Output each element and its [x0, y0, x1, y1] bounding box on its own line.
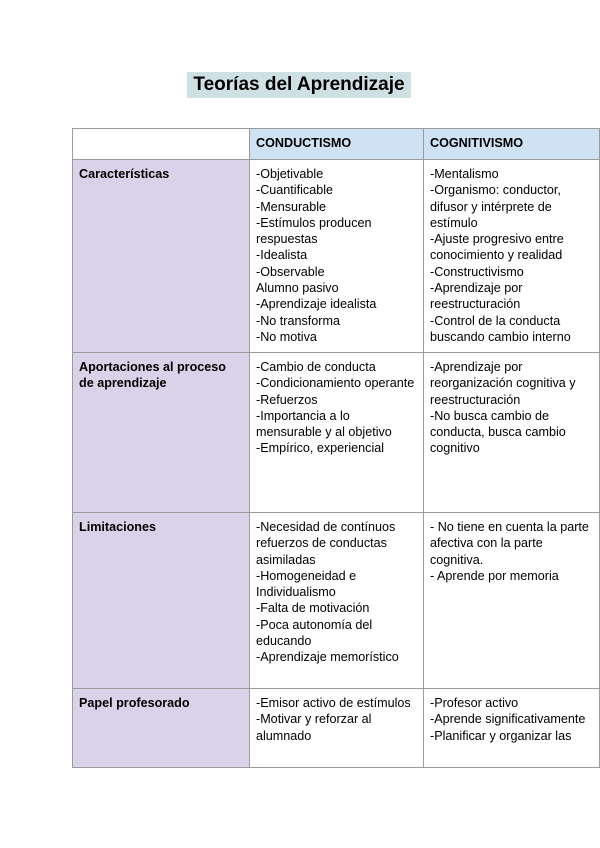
row-label-limitaciones: Limitaciones [73, 513, 250, 689]
cell-line: -Empírico, experiencial [256, 441, 385, 456]
row-label-papel-profesorado: Papel profesorado [73, 689, 250, 768]
cell-line: -Objetivable [256, 167, 324, 181]
cell-line: -Idealista [256, 248, 308, 263]
cell-line: Alumno pasivo [256, 281, 339, 296]
cell-line: -Aprende significativamente [430, 712, 586, 727]
page-title: Teorías del Aprendizaje [187, 72, 410, 98]
table-row [73, 353, 600, 513]
cell-line: -Ajuste progresivo entre conocimiento y realidad [430, 232, 564, 263]
cell-line: -Observable [256, 264, 325, 279]
cell-line: -Constructivismo [430, 264, 524, 279]
cell-line: -Emisor activo de estímulos [256, 696, 411, 710]
table-header-row [73, 129, 600, 160]
row-label-caracteristicas: Características [73, 160, 250, 353]
cell-line: -Control de la conducta buscando cambio interno [430, 313, 571, 344]
cell-line: -Mensurable [256, 199, 326, 214]
cell-cognitivismo-papel [424, 689, 600, 768]
cell-line: - Aprende por memoria [430, 568, 559, 583]
comparison-table [72, 128, 600, 768]
cell-line: -No busca cambio de conducta, busca cambio cognitivo [430, 408, 566, 456]
table-row [73, 160, 600, 353]
cell-cognitivismo-caracteristicas [424, 160, 600, 353]
header-empty-cell [73, 129, 250, 160]
cell-conductismo-caracteristicas [250, 160, 424, 353]
cell-line: -No motiva [256, 329, 317, 344]
cell-line: -Planificar y organizar las [430, 728, 572, 743]
cell-line: -No transforma [256, 313, 340, 328]
cell-line: - No tiene en cuenta la parte afectiva con la parte cognitiva. [430, 520, 589, 567]
cell-line: -Condicionamiento operante [256, 376, 415, 391]
cell-line: -Estímulos producen respuestas [256, 215, 372, 247]
cell-line: -Cambio de conducta [256, 360, 376, 374]
cell-line: -Importancia a lo mensurable y al objetivo [256, 408, 392, 440]
cell-conductismo-aportaciones [250, 353, 424, 513]
header-conductismo: CONDUCTISMO [250, 129, 424, 160]
cell-conductismo-limitaciones [250, 513, 424, 689]
cell-line: -Aprendizaje idealista [256, 297, 377, 312]
cell-line: -Aprendizaje memorístico [256, 650, 399, 665]
cell-line: -Cuantificable [256, 183, 334, 198]
cell-line: -Necesidad de contínuos refuerzos de conductas asimiladas [256, 520, 396, 567]
cell-line: -Poca autonomía del educando [256, 617, 373, 649]
cell-cognitivismo-limitaciones [424, 513, 600, 689]
cell-cognitivismo-aportaciones [424, 353, 600, 513]
cell-line: -Profesor activo [430, 696, 519, 710]
cell-conductismo-papel [250, 689, 424, 768]
cell-line: -Motivar y reforzar al alumnado [256, 712, 372, 743]
cell-line: -Falta de motivación [256, 601, 370, 616]
cell-line: -Mentalismo [430, 167, 499, 181]
table-row [73, 513, 600, 689]
header-cognitivismo: COGNITIVISMO [424, 129, 600, 160]
cell-line: -Organismo: conductor, difusor y intérprete de estímulo [430, 183, 561, 230]
title-container [0, 72, 600, 98]
cell-line: -Aprendizaje por reorganización cognitiva y reestructuración [430, 360, 576, 407]
cell-line: -Refuerzos [256, 392, 318, 407]
table-row [73, 689, 600, 768]
cell-line: -Homogeneidad e Individualismo [256, 568, 357, 600]
row-label-aportaciones: Aportaciones al proceso de aprendizaje [73, 353, 250, 513]
cell-line: -Aprendizaje por reestructuración [430, 281, 523, 312]
